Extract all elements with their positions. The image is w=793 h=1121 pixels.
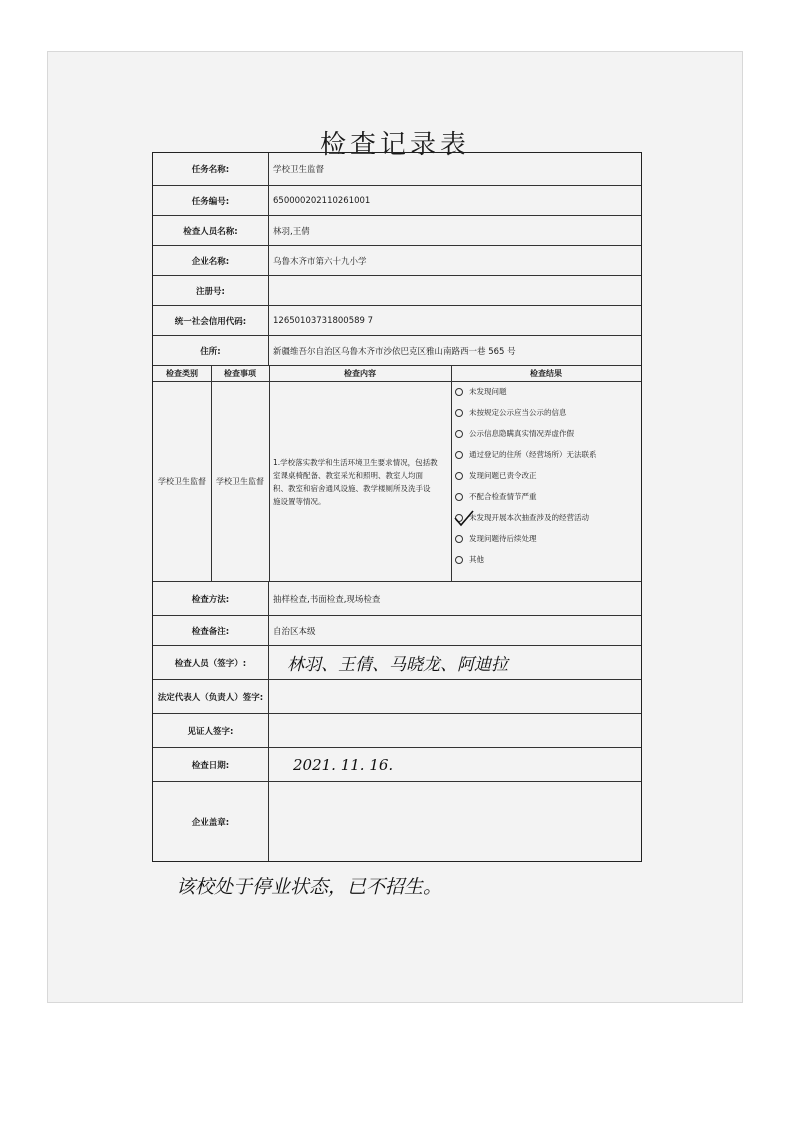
result-option-checked[interactable]: 未发现开展本次抽查涉及的经营活动 — [455, 512, 589, 523]
witness-label: 见证人签字: — [153, 714, 269, 747]
result-option[interactable]: 未发现问题 — [455, 386, 507, 397]
content-line: 施设置等情况。 — [273, 497, 326, 506]
reg-value — [269, 276, 641, 305]
row-task-name — [153, 153, 641, 185]
radio-icon — [455, 409, 463, 417]
company-label: 企业名称: — [153, 246, 269, 275]
col-item-header: 检查事项 — [224, 369, 256, 378]
address-label: 住所: — [153, 336, 269, 365]
row-method — [153, 581, 641, 615]
radio-icon — [455, 472, 463, 480]
result-option[interactable]: 未按规定公示应当公示的信息 — [455, 407, 567, 418]
result-option[interactable]: 不配合检查情节严重 — [455, 491, 537, 502]
row-seal — [153, 781, 641, 861]
method-value: 抽样检查,书面检查,现场检查 — [273, 594, 381, 605]
row-legal — [153, 679, 641, 713]
row-company — [153, 245, 641, 275]
radio-icon — [455, 451, 463, 459]
row-task-no — [153, 185, 641, 215]
row-sign — [153, 645, 641, 679]
date-label: 检查日期: — [153, 748, 269, 781]
seal-value — [269, 782, 641, 861]
content-line: 1.学校落实教学和生活环境卫生要求情况，包括教 — [273, 458, 438, 467]
sign-value: 林羽、王倩、马晓龙、阿迪拉 — [287, 655, 508, 675]
sign-label: 检查人员（签字）: — [153, 646, 269, 679]
row-credit — [153, 305, 641, 335]
row-note — [153, 615, 641, 645]
witness-value — [269, 714, 641, 747]
row-reg — [153, 275, 641, 305]
record-table — [152, 152, 642, 862]
row-date — [153, 747, 641, 781]
task-name-label: 任务名称: — [153, 153, 269, 185]
content-line: 室课桌椅配备、教室采光和照明、教室人均面 — [273, 471, 423, 480]
radio-icon — [455, 388, 463, 396]
task-no-label: 任务编号: — [153, 186, 269, 215]
result-option[interactable]: 其他 — [455, 554, 484, 565]
page-title: 检查记录表 — [319, 130, 470, 160]
note-label: 检查备注: — [153, 616, 269, 645]
row-inspectors — [153, 215, 641, 245]
col-type-header: 检查类别 — [166, 369, 198, 378]
radio-icon — [455, 535, 463, 543]
company-value: 乌鲁木齐市第六十九小学 — [273, 256, 367, 267]
date-value: 2021. 11. 16. — [293, 755, 394, 774]
legal-value — [269, 680, 641, 713]
credit-label: 统一社会信用代码: — [153, 306, 269, 335]
result-option[interactable]: 发现问题已责令改正 — [455, 470, 537, 481]
inspectors-value: 林羽,王倩 — [273, 226, 310, 237]
inspection-item: 学校卫生监督 — [216, 477, 264, 486]
seal-label: 企业盖章: — [153, 782, 269, 861]
reg-label: 注册号: — [153, 276, 269, 305]
inspection-body-row — [153, 381, 641, 581]
credit-value: 12650103731800589 7 — [273, 315, 374, 326]
col-content-header: 检查内容 — [344, 369, 376, 378]
inspection-type: 学校卫生监督 — [158, 477, 206, 486]
inspection-header-row — [153, 365, 641, 381]
inspection-content — [273, 456, 449, 508]
note-value: 自治区本级 — [273, 626, 316, 637]
method-label: 检查方法: — [153, 582, 269, 615]
radio-icon — [455, 493, 463, 501]
radio-icon — [455, 556, 463, 564]
content-line: 积、教室和宿舍通风设施、教学楼厕所及洗手设 — [273, 484, 431, 493]
inspectors-label: 检查人员名称: — [153, 216, 269, 245]
task-name-value: 学校卫生监督 — [273, 165, 325, 175]
col-result-header: 检查结果 — [530, 369, 562, 378]
document-sheet — [48, 52, 742, 1002]
legal-label: 法定代表人（负责人）签字: — [153, 680, 269, 713]
row-address — [153, 335, 641, 365]
radio-icon — [455, 430, 463, 438]
checkmark-icon — [453, 510, 475, 528]
row-witness — [153, 713, 641, 747]
result-option[interactable]: 通过登记的住所（经营场所）无法联系 — [455, 449, 597, 460]
result-option[interactable]: 发现问题待后续处理 — [455, 533, 537, 544]
result-option[interactable]: 公示信息隐瞒真实情况弄虚作假 — [455, 428, 574, 439]
task-no-value: 650000202110261001 — [273, 195, 371, 206]
handwritten-note: 该校处于停业状态，已不招生。 — [176, 876, 443, 898]
address-value: 新疆维吾尔自治区乌鲁木齐市沙依巴克区雅山南路西一巷 565 号 — [273, 346, 516, 357]
